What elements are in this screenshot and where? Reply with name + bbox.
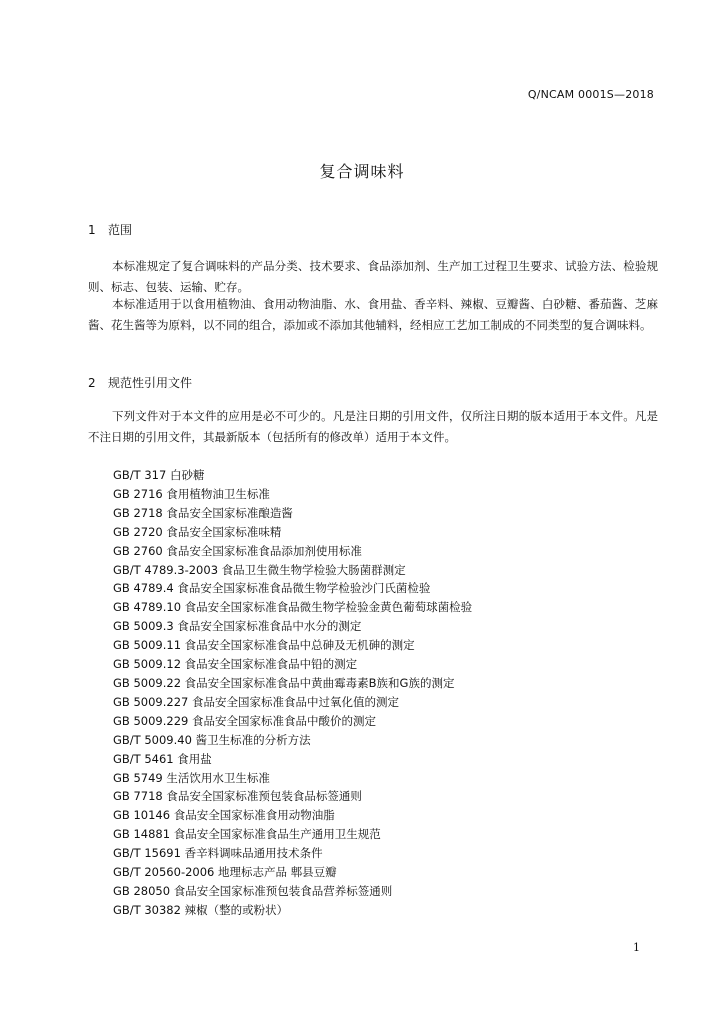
reference-item: GB 5009.3 食品安全国家标准食品中水分的测定 [113,619,362,634]
section-title: 范围 [108,223,133,237]
section-title: 规范性引用文件 [108,376,193,390]
section-number: 2 [88,376,96,390]
page-number: 1 [633,941,640,954]
reference-item: GB 4789.10 食品安全国家标准食品微生物学检验金黄色葡萄球菌检验 [113,600,473,615]
reference-item: GB 5009.229 食品安全国家标准食品中酸价的测定 [113,713,376,728]
reference-item: GB 2716 食用植物油卫生标准 [113,486,270,501]
reference-item: GB 5009.22 食品安全国家标准食品中黄曲霉毒素B族和G族的测定 [113,675,455,690]
scope-paragraph-2: 本标准适用于以食用植物油、食用动物油脂、水、食用盐、香辛料、辣椒、豆瓣酱、白砂糖、番茄酱、芝麻酱、花生酱等为原料，以不同的组合，添加或不添加其他辅料，经相应工艺加工制成的不同类型的复合调味料。 [88,297,658,332]
reference-item: GB/T 20560-2006 地理标志产品 郫县豆瓣 [113,865,337,880]
reference-item: GB/T 5009.40 酱卫生标准的分析方法 [113,732,311,747]
reference-item: GB 2718 食品安全国家标准酿造酱 [113,505,293,520]
reference-item: GB 5009.227 食品安全国家标准食品中过氧化值的测定 [113,694,399,709]
reference-item: GB/T 15691 香辛料调味品通用技术条件 [113,846,323,861]
section-heading-scope [88,221,132,238]
section-heading-normative-references [88,374,192,391]
reference-item: GB 2760 食品安全国家标准食品添加剂使用标准 [113,543,362,558]
references-intro-paragraph: 下列文件对于本文件的应用是必不可少的。凡是注日期的引用文件，仅所注日期的版本适用于本文件。凡是不注日期的引用文件，其最新版本（包括所有的修改单）适用于本文件。 [88,409,658,444]
reference-item: GB/T 30382 辣椒（整的或粉状） [113,902,289,917]
reference-item: GB 5009.12 食品安全国家标准食品中铅的测定 [113,657,358,672]
reference-item: GB 28050 食品安全国家标准预包装食品营养标签通则 [113,883,393,898]
reference-item: GB 14881 食品安全国家标准食品生产通用卫生规范 [113,827,381,842]
document-code: Q/NCAM 0001S—2018 [527,88,654,101]
reference-item: GB/T 317 白砂糖 [113,468,205,482]
reference-item: GB/T 4789.3-2003 食品卫生微生物学检验大肠菌群测定 [113,562,406,577]
reference-list [113,466,472,920]
reference-item: GB 2720 食品安全国家标准味精 [113,524,282,539]
reference-item: GB/T 5461 食用盐 [113,751,212,766]
reference-item: GB 5749 生活饮用水卫生标准 [113,770,270,785]
reference-item: GB 4789.4 食品安全国家标准食品微生物学检验沙门氏菌检验 [113,581,431,596]
reference-item: GB 7718 食品安全国家标准预包装食品标签通则 [113,789,362,804]
section-number: 1 [88,223,96,237]
document-title: 复合调味料 [319,162,405,181]
reference-item: GB 5009.11 食品安全国家标准食品中总砷及无机砷的测定 [113,638,415,653]
reference-item: GB 10146 食品安全国家标准食用动物油脂 [113,808,335,823]
scope-paragraph-1: 本标准规定了复合调味料的产品分类、技术要求、食品添加剂、生产加工过程卫生要求、试验方法、检验规则、标志、包装、运输、贮存。 [88,259,658,294]
